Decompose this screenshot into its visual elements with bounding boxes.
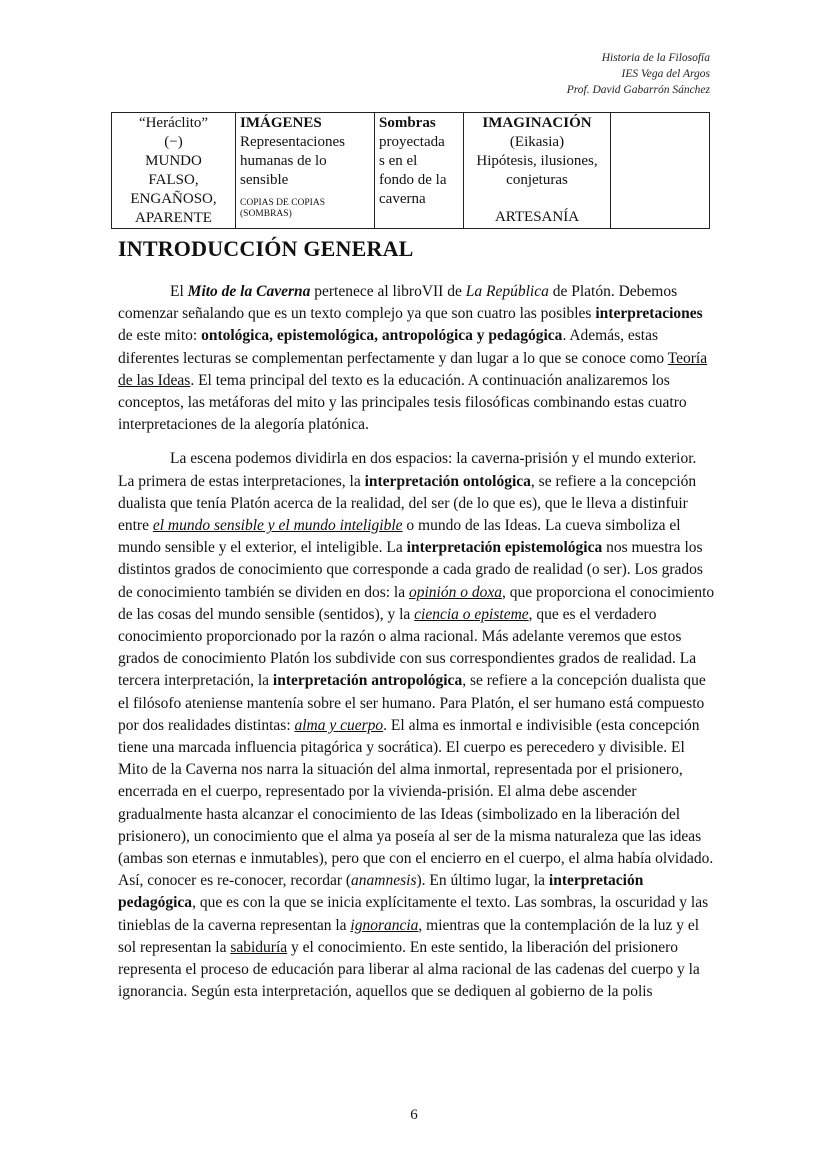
table-cell-world: “Heráclito” (−) MUNDO FALSO, ENGAÑOSO, APARENTE — [112, 113, 236, 229]
paragraph-intro: El Mito de la Caverna pertenece al libroVII de La República de Platón. Debemos comenzar señalando que es un texto complejo ya que son cuatro las posibles interpretaciones de este mito: ontológica, epistemológica, antropológica y pedagógica. Además, estas diferentes lecturas se complementan perfectamente y dan lugar a lo que se conoce como Teoría de las Ideas. El tema principal del texto es la educación. A continuación analizaremos los conceptos, las metáforas del mito y las principales tesis filosóficas combinando estas cuatro interpretaciones de la alegoría platónica. — [118, 283, 708, 434]
header-school: IES Vega del Argos — [621, 68, 710, 80]
table-cell-imagination: IMAGINACIÓN (Eikasia) Hipótesis, ilusiones, conjeturas ARTESANÍA — [464, 113, 611, 229]
table-cell-shadows: Sombras proyectada s en el fondo de la caverna — [375, 113, 464, 229]
running-header — [567, 50, 710, 98]
header-course: Historia de la Filosofía — [601, 52, 710, 64]
table-cell-images: IMÁGENES Representaciones humanas de lo sensible COPIAS DE COPIAS (SOMBRAS) — [236, 113, 375, 229]
header-author: Prof. David Gabarrón Sánchez — [566, 84, 710, 96]
section-title: INTRODUCCIÓN GENERAL — [118, 236, 414, 261]
table-row — [112, 113, 710, 229]
copies-note: COPIAS DE COPIAS (SOMBRAS) — [240, 198, 325, 219]
paragraph-interpretations: La escena podemos dividirla en dos espacios: la caverna-prisión y el mundo exterior. La primera de estas interpretaciones, la interpretación ontológica, se refiere a la concepción dualista que tenía Platón acerca de la realidad, del ser (de lo que es), que le lleva a distinfuir entre el mundo sensible y el mundo inteligible o mundo de las Ideas. La cueva simboliza el mundo sensible y el exterior, el inteligible. La interpretación epistemológica nos muestra los distintos grados de conocimiento que corresponde a cada grado de realidad (o ser). Los grados de conocimiento también se dividen en dos: la opinión o doxa, que proporciona el conocimiento de las cosas del mundo sensible (sentidos), y la ciencia o episteme, que es el verdadero conocimiento proporcionado por la razón o alma racional. Más adelante veremos que estos grados de conocimiento Platón los subdivide con sus correspondientes grados de realidad. La tercera interpretación, la interpretación antropológica, se refiere a la concepción dualista que el filósofo ateniense mantenía sobre el ser humano. Para Platón, el ser humano está compuesto por dos realidades distintas: alma y cuerpo. El alma es inmortal e indivisible (esta concepción tiene una marcada influencia pitagórica y socrática). El cuerpo es perecedero y divisible. El Mito de la Caverna nos narra la situación del alma inmortal, representada por el prisionero, encerrada en el cuerpo, representado por la vivienda-prisión. El alma debe ascender gradualmente hasta alcanzar el conocimiento de las Ideas (simbolizado en la liberación del prisionero), un conocimiento que el alma ya poseía al ser de la misma naturaleza que las ideas (ambas son eternas e inmutables), pero que con el encierro en el cuerpo, el alma había olvidado. Así, conocer es re-conocer, recordar (anamnesis). En último lugar, la interpretación pedagógica, que es con la que se inicia explícitamente el texto. Las sombras, la oscuridad y las tinieblas de la caverna representan la ignorancia, mientras que la contemplación de la luz y el sol representan la sabiduría y el conocimiento. En este sentido, la liberación del prisionero representa el proceso de educación para liberar al alma racional de las cadenas del cuerpo y la ignorancia. Según esta interpretación, aquellos que se dediquen al gobierno de la polis — [118, 450, 715, 1001]
page-number: 6 — [410, 1107, 418, 1123]
table-cell-empty — [611, 113, 710, 229]
knowledge-table — [111, 112, 710, 229]
body-text — [118, 281, 716, 1016]
